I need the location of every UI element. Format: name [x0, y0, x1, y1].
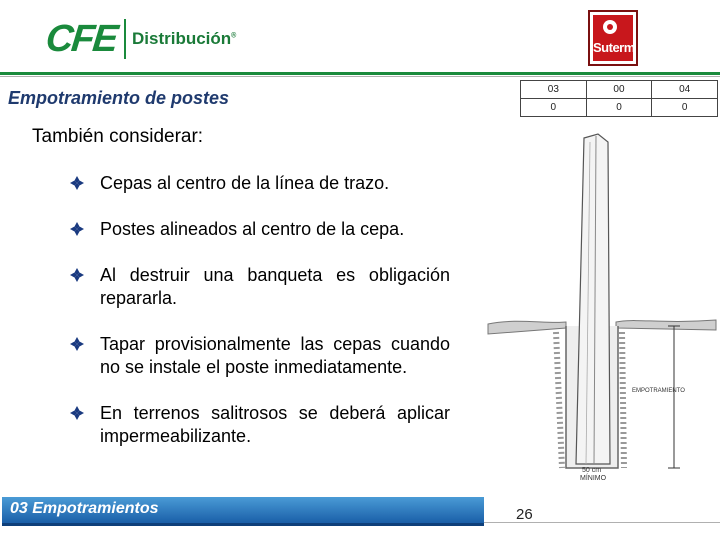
code-cell: 0	[521, 99, 587, 117]
diamond-bullet-icon	[70, 337, 84, 351]
code-table	[520, 80, 718, 117]
diamond-bullet-icon	[70, 222, 84, 236]
logo-separator	[124, 19, 126, 59]
code-row	[521, 99, 718, 117]
page-number: 26	[516, 506, 533, 523]
width-label: MÍNIMO	[580, 475, 607, 482]
list-item	[70, 264, 450, 310]
diamond-bullet-icon	[70, 268, 84, 282]
list-item-text: Postes alineados al centro de la cepa.	[100, 219, 405, 239]
gear-icon	[603, 20, 617, 34]
diamond-bullet-icon	[70, 176, 84, 190]
list-item-text: Al destruir una banqueta es obligación repararla.	[100, 265, 450, 308]
cfe-logo	[43, 14, 237, 64]
section-subtitle: También considerar:	[32, 126, 204, 147]
cfe-logo-subtitle: Distribución®	[132, 29, 237, 48]
code-cell: 03	[521, 81, 587, 99]
page-title: Empotramiento de postes	[8, 88, 230, 108]
suterm-logo-background	[593, 15, 633, 61]
list-item	[70, 172, 450, 195]
footer-section-label	[2, 497, 484, 526]
suterm-logo-text: Suterm	[593, 40, 635, 55]
pit-wall-left	[556, 332, 562, 468]
list-item-text: Tapar provisionalmente las cepas cuando no se instale el poste inmediatamente.	[100, 334, 450, 377]
code-cell: 04	[652, 81, 718, 99]
list-item-text: Cepas al centro de la línea de trazo.	[100, 173, 390, 193]
suterm-logo	[588, 10, 638, 66]
cfe-logo-mark: CFE	[43, 17, 119, 60]
code-cell: 00	[586, 81, 652, 99]
pit-wall-right	[622, 332, 624, 468]
header-rule-secondary	[0, 76, 720, 77]
code-cell: 0	[652, 99, 718, 117]
pole-embedding-diagram	[486, 128, 718, 488]
width-label: 50 cm	[582, 467, 602, 474]
list-item	[70, 218, 450, 241]
code-row	[521, 81, 718, 99]
list-item	[70, 402, 450, 448]
code-cell: 0	[586, 99, 652, 117]
footer-label: 03 Empotramientos	[10, 500, 159, 517]
bullet-list	[70, 172, 450, 471]
pole	[576, 134, 610, 464]
list-item-text: En terrenos salitrosos se deberá aplicar impermeabilizante.	[100, 403, 450, 446]
dimension-label: EMPOTRAMIENTO	[632, 388, 685, 394]
diamond-bullet-icon	[70, 406, 84, 420]
ground-surface-right	[616, 320, 716, 330]
header-rule	[0, 72, 720, 75]
list-item	[70, 333, 450, 379]
